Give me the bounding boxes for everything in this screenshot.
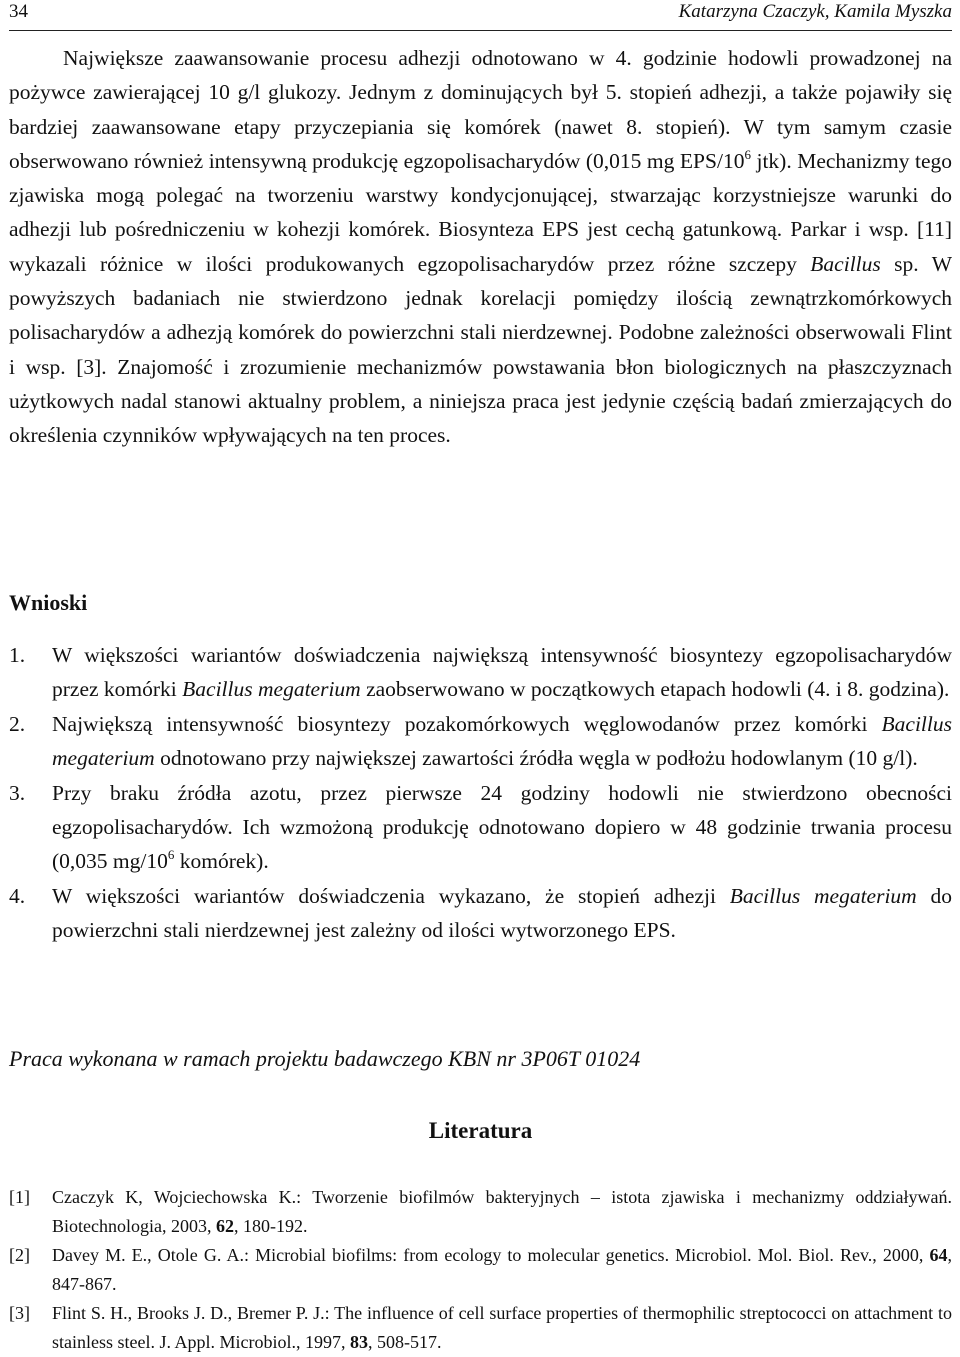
reference-list xyxy=(9,1183,952,1357)
species-name: Bacillus megaterium xyxy=(52,711,952,771)
paragraph-text xyxy=(9,41,952,453)
running-head-authors: Katarzyna Czaczyk, Kamila Myszka xyxy=(678,1,952,22)
conclusions-list xyxy=(9,638,952,948)
reference-number: [2] xyxy=(9,1245,30,1265)
reference-volume: 64 xyxy=(929,1245,948,1265)
species-name: Bacillus megaterium xyxy=(729,883,917,908)
item-number: 1. xyxy=(9,643,26,667)
item-text: do powierzchni stali nierdzewnej jest zależny od ilości wytworzonego EPS. xyxy=(52,883,953,943)
item-number: 3. xyxy=(9,780,26,805)
reference-number: [1] xyxy=(9,1187,30,1207)
paragraph-text-part: sp. W powyższych badaniach nie stwierdzono jednak korelacji pomiędzy ilością zewnątrzkomórkowych polisacharydów a adhezją komórek do powierzchni stali nierdzewnej. Podobne zależności obserwowali Flint i wsp. [3]. Znajomość i zrozumienie mechanizmów powstawania błon biologicznych na płaszczyznach użytkowych nadal stanowi aktualny problem, a niniejsza praca jest jedynie częścią badań zmierzających do określenia czynników wpływających na ten proces. xyxy=(9,251,952,448)
page-number: 34 xyxy=(9,1,28,22)
section-heading-conclusions: Wnioski xyxy=(9,590,88,615)
reference-item xyxy=(9,1299,952,1357)
item-text: W większości wariantów doświadczenia największą intensywność biosyntezy egzopolisacharydów przez komórki xyxy=(52,643,952,702)
species-name: Bacillus megaterium xyxy=(182,677,361,702)
running-header xyxy=(9,0,952,31)
reference-text: , 180-192. xyxy=(233,1216,308,1236)
reference-volume: 83 xyxy=(349,1332,368,1352)
body-paragraph xyxy=(9,41,952,453)
reference-text: , 847-867. xyxy=(52,1245,952,1294)
item-text: W większości wariantów doświadczenia wykazano, że stopień adhezji xyxy=(52,883,730,908)
reference-text: Davey M. E., Otole G. A.: Microbial biofilms: from ecology to molecular genetics. Microbiol. Mol. Biol. Rev., 2000, xyxy=(52,1245,930,1265)
paragraph-text-part: Największe zaawansowanie procesu adhezji odnotowano w 4. godzinie hodowli prowadzonej na pożywce zawierającej 10 g/l glukozy. Jednym z dominujących był 5. stopień adhezji, a także pojawiły się bardziej zaawansowane etapy przyczepiania się komórek (nawet 8. stopień). W tym samym czasie obserwowano również intensywną produkcję egzopolisacharydów (0,015 mg EPS/10 xyxy=(9,46,952,173)
species-name: Bacillus xyxy=(810,251,881,276)
superscript: 6 xyxy=(167,847,175,863)
item-text: komórek). xyxy=(174,849,269,874)
conclusion-item xyxy=(9,879,952,948)
reference-text: Flint S. H., Brooks J. D., Bremer P. J.: The influence of cell surface properties of thermophilic streptococci on attachment to stainless steel. J. Appl. Microbiol., 1997, xyxy=(52,1303,952,1352)
conclusion-item xyxy=(9,638,952,707)
document-page xyxy=(9,0,953,1352)
conclusion-item xyxy=(9,776,952,879)
item-text: Przy braku źródła azotu, przez pierwsze 24 godziny hodowli nie stwierdzono obecności egzopolisacharydów. Ich wzmożoną produkcję odnotowano dopiero w 48 godzinie trwania procesu (0,035 mg/10 xyxy=(52,780,952,874)
conclusion-item xyxy=(9,707,952,776)
reference-number: [3] xyxy=(9,1303,30,1323)
paragraph-text-part: jtk). Mechanizmy tego zjawiska mogą polegać na tworzeniu warstwy kondycjonującej, stwarzając korzystniejsze warunki do adhezji lub pośredniczeniu w kohezji komórek. Biosynteza EPS jest cechą gatunkową. Parkar i wsp. [11] wykazali różnice w ilości produkowanych egzopolisacharydów przez różne szczepy xyxy=(9,148,952,276)
reference-text: , 508-517. xyxy=(367,1332,442,1352)
item-text: Największą intensywność biosyntezy pozakomórkowych węglowodanów przez komórki xyxy=(52,711,882,736)
reference-text: Czaczyk K, Wojciechowska K.: Tworzenie biofilmów bakteryjnych – istota zjawiska i mechanizmy oddziaływań. Biotechnologia, 2003, xyxy=(52,1187,952,1236)
item-text: zaobserwowano w początkowych etapach hodowli (4. i 8. godzina). xyxy=(360,677,950,702)
section-heading-literature: Literatura xyxy=(428,1118,533,1143)
funding-note: Praca wykonana w ramach projektu badawczego KBN nr 3P06T 01024 xyxy=(9,1046,641,1071)
item-number: 4. xyxy=(9,883,26,908)
item-number: 2. xyxy=(9,711,26,736)
superscript: 6 xyxy=(744,146,751,162)
item-text: odnotowano przy największej zawartości źródła węgla w podłożu hodowlanym (10 g/l). xyxy=(154,746,918,771)
reference-item xyxy=(9,1241,952,1299)
reference-volume: 62 xyxy=(215,1216,234,1236)
reference-item xyxy=(9,1183,952,1241)
